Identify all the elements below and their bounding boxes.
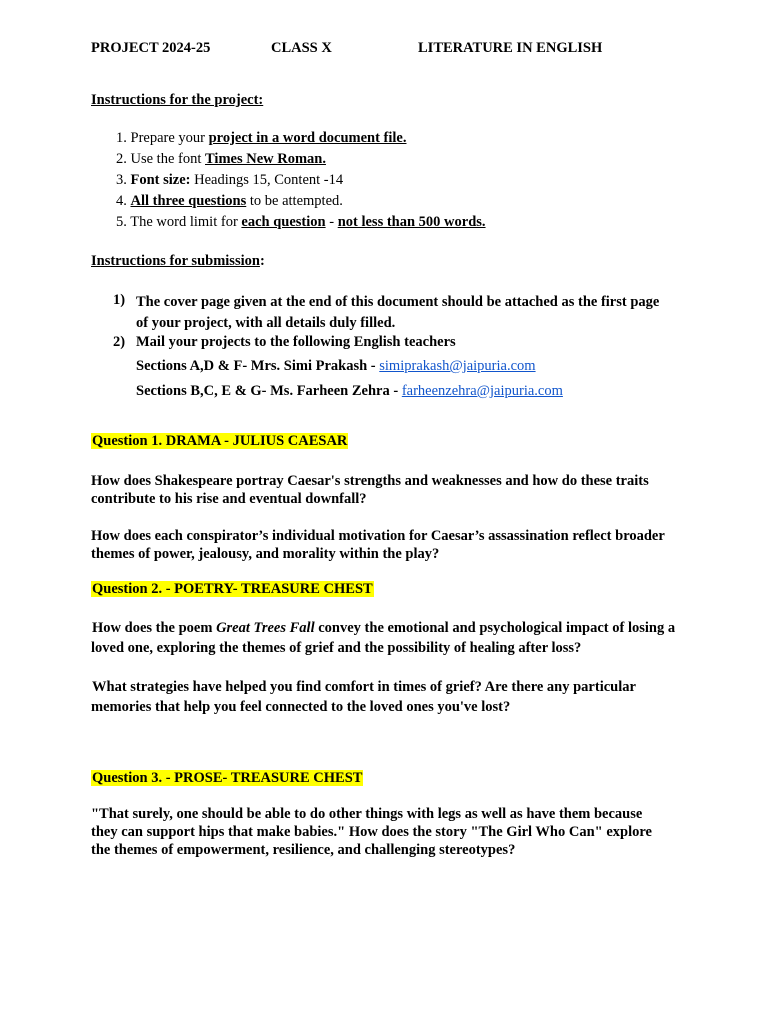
question-3-title [91,770,363,787]
header-project: PROJECT 2024-25 [91,40,211,56]
submission-item-text: The cover page given at the end of this document should be attached as the first page of your project, with all details duly filled. [136,294,660,331]
item-text: The word limit for [130,214,242,230]
teacher-line [136,383,563,400]
header-class: CLASS X [271,40,332,56]
question-1-title-text: Question 1. DRAMA - JULIUS CAESAR [92,433,348,449]
project-instruction-item [116,151,326,168]
item-separator: - [325,214,338,230]
item-text: Use the font [130,151,205,167]
item-text: to be attempted. [246,193,343,209]
project-instruction-item [116,130,406,147]
item-emphasis-2: not less than 500 words. [337,214,486,230]
submission-heading [91,253,265,270]
item-emphasis: project in a word document file. [208,130,407,146]
item-text: Headings 15, Content -14 [190,172,344,188]
question-2-title-text: Question 2. - POETRY- TREASURE CHEST [92,581,373,597]
item-text: Prepare your [130,130,209,146]
item-number: 3. [116,172,127,188]
item-number: 1. [116,130,127,146]
submission-heading-colon: : [259,253,265,269]
q2-p1-post: convey the emotional and psychological impact of losing a loved one, exploring the themes of grief and the possibility of healing after loss? [91,620,676,656]
question-2-part-2: What strategies have helped you find comfort in times of grief? Are there any particular memories that help you feel connected to the loved ones you've lost? [91,679,636,715]
project-instructions-heading: Instructions for the project: [91,92,264,108]
question-2-part-1 [91,618,681,658]
teacher-line [136,358,536,375]
item-emphasis: Font size: [130,172,191,188]
item-emphasis: each question [241,214,326,230]
submission-item-text: Mail your projects to the following English teachers [136,334,456,350]
submission-item-number: 1) [113,292,126,308]
teacher-label: Sections A,D & F- Mrs. Simi Prakash - [136,358,380,374]
question-1-title [91,433,348,450]
submission-heading-text: Instructions for submission [91,253,260,269]
poem-title: Great Trees Fall [216,620,315,636]
item-emphasis: Times New Roman. [205,151,326,167]
project-instruction-item [116,214,486,231]
item-number: 4. [116,193,127,209]
project-instruction-item [116,193,343,210]
question-3-part-1: "That surely, one should be able to do other things with legs as well as have them because they can support hips that make babies." How does the story "The Girl Who Can" explore the themes of empowerment, resilience, and challenging stereotypes? [91,806,652,858]
project-instruction-item [116,172,343,189]
question-3-title-text: Question 3. - PROSE- TREASURE CHEST [92,770,363,786]
item-number: 5. [116,214,127,230]
question-2-title [91,581,374,598]
teacher-email-link[interactable]: farheenzehra@jaipuria.com [401,383,563,399]
item-number: 2. [116,151,127,167]
submission-item-number: 2) [113,334,126,350]
question-1-part-2: How does each conspirator’s individual motivation for Caesar’s assassination reflect broader themes of power, jealousy, and morality within the play? [91,528,665,562]
question-1-part-1: How does Shakespeare portray Caesar's strengths and weaknesses and how do these traits contribute to his rise and eventual downfall? [91,473,649,507]
header-subject: LITERATURE IN ENGLISH [418,40,603,56]
item-emphasis: All three questions [130,193,247,209]
teacher-email-link[interactable]: simiprakash@jaipuria.com [379,358,536,374]
q2-p1-pre: How does the poem [92,620,217,636]
teacher-label: Sections B,C, E & G- Ms. Farheen Zehra - [136,383,402,399]
